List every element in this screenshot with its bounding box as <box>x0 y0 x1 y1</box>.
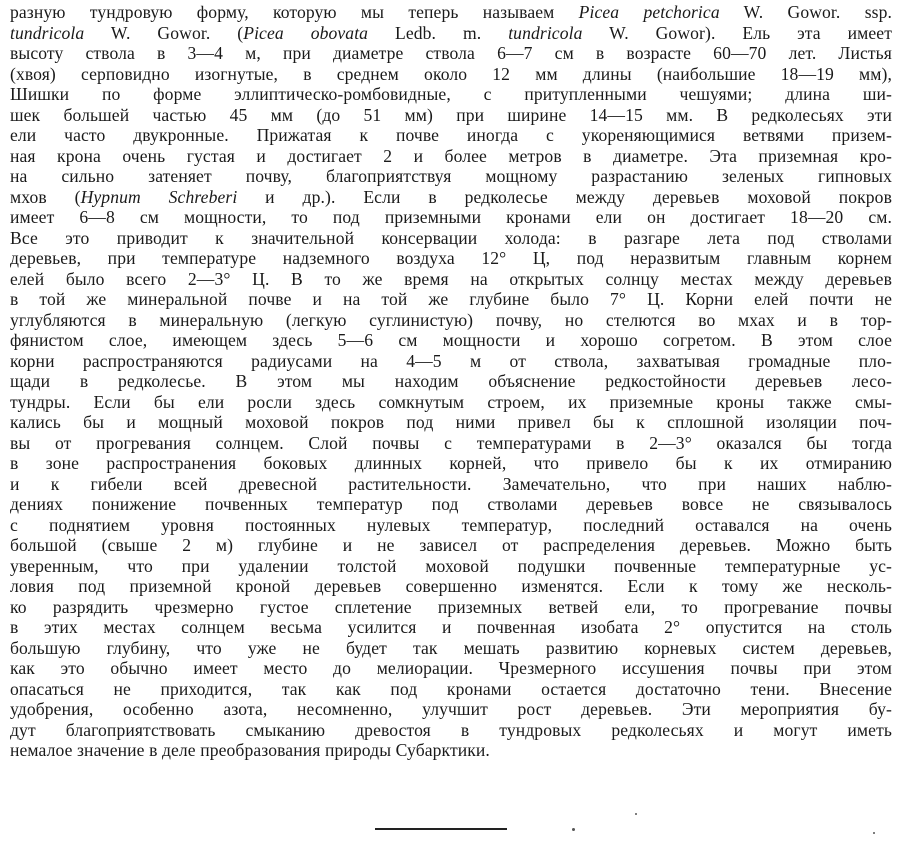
text-line <box>10 146 892 167</box>
text-line <box>10 2 892 23</box>
text-line <box>10 453 892 474</box>
text-line <box>10 166 892 187</box>
text-run: как это обычно имеет место до мелиорации. Чрезмерного иссушения почвы при этом <box>10 658 892 678</box>
text-line <box>10 535 892 556</box>
text-line <box>10 576 892 597</box>
text-run: дениях понижение почвенных температур под стволами деревьев вовсе не связывалось <box>10 494 892 514</box>
text-run: ловия под приземной кроной деревьев совершенно изменятся. Если к тому же несколь- <box>10 576 892 596</box>
italic-taxon-name: Picea petchorica <box>578 2 720 22</box>
text-run: и др.). Если в редколесье между деревьев моховой покров <box>237 186 892 207</box>
print-speck <box>572 828 575 831</box>
text-run: корни распространяются радиусами на 4—5 м от ствола, захватывая громадные пло- <box>10 350 892 371</box>
text-run: шек большей частью 45 мм (до 51 мм) при ширине 14—15 мм. В редколесьях эти <box>10 104 892 125</box>
print-speck <box>873 832 875 834</box>
text-line <box>10 720 892 741</box>
text-run: Шишки по форме эллиптическо-ромбовидные, с притупленными чешуями; длина ши- <box>10 84 892 104</box>
text-run: W. Gowor. ( <box>84 22 244 43</box>
text-line <box>10 248 892 269</box>
text-line <box>10 84 892 105</box>
text-run: опасаться не приходится, так как под кронами остается достаточно тени. Внесение <box>10 678 892 699</box>
text-line <box>10 125 892 146</box>
text-line <box>10 64 892 85</box>
text-line <box>10 392 892 413</box>
text-line <box>10 187 892 208</box>
text-line <box>10 269 892 290</box>
text-line <box>10 412 892 433</box>
text-line <box>10 494 892 515</box>
text-line <box>10 740 892 761</box>
text-run: удобрения, особенно азота, несомненно, улучшит рост деревьев. Эти мероприятия бу- <box>10 699 892 719</box>
print-speck <box>635 813 637 815</box>
text-run: Ledb. m. <box>368 22 509 43</box>
text-run: дут благоприятствовать смыканию древостоя в тундровых редколесьях и могут иметь <box>10 719 892 740</box>
text-run: имеет 6—8 см мощности, то под приземными кронами ели он достигает 18—20 см. <box>10 207 892 227</box>
italic-taxon-name: tundricola <box>508 22 583 43</box>
text-run: щади в редколесье. В этом мы находим объяснение редкостойности деревьев лесо- <box>10 371 892 391</box>
text-line <box>10 105 892 126</box>
text-run: немалое значение в деле преобразования природы Субарктики. <box>10 740 490 760</box>
text-run: с поднятием уровня постоянных нулевых температур, последний оставался на очень <box>10 514 892 535</box>
italic-taxon-name: tundricola <box>10 22 85 43</box>
text-line <box>10 228 892 249</box>
text-run: в этих местах солнцем весьма усилится и почвенная изобата 2° опустится на столь <box>10 617 892 637</box>
text-line <box>10 556 892 577</box>
text-run: W. Gowor). Ель эта имеет <box>582 22 892 43</box>
italic-taxon-name: Picea obovata <box>243 22 369 43</box>
text-line <box>10 638 892 659</box>
text-line <box>10 371 892 392</box>
text-line <box>10 433 892 454</box>
text-run: углубляются в минеральную (легкую суглинистую) почву, но стелются во мхах и в тор- <box>10 309 892 330</box>
text-run: кались бы и мощный моховой покров под ними привел бы к сплошной изоляции поч- <box>10 412 892 432</box>
text-run: мхов ( <box>10 186 81 207</box>
text-run: ная крона очень густая и достигает 2 и более метров в диаметре. Эта приземная кро- <box>10 145 892 166</box>
text-run: W. Gowor. ssp. <box>719 2 892 22</box>
text-run: ко разрядить чрезмерно густое сплетение приземных ветвей ели, то прогревание почвы <box>10 596 892 617</box>
text-line <box>10 351 892 372</box>
text-run: в той же минеральной почве и на той же глубине было 7° Ц. Корни елей почти не <box>10 289 892 309</box>
text-run: вы от прогревания солнцем. Слой почвы с температурами в 2—3° оказался бы тогда <box>10 432 892 453</box>
text-run: Все это приводит к значительной консервации холода: в разгаре лета под стволами <box>10 227 892 248</box>
text-run: и к гибели всей древесной растительности. Замечательно, что при наших наблю- <box>10 473 892 494</box>
text-line <box>10 474 892 495</box>
text-line <box>10 617 892 638</box>
text-line <box>10 289 892 310</box>
text-run: (хвоя) серповидно изогнутые, в среднем около 12 мм длины (наибольшие 18—19 мм), <box>10 63 892 84</box>
section-end-rule <box>375 828 507 830</box>
text-run: разную тундровую форму, которую мы теперь называем <box>10 2 579 22</box>
text-line <box>10 310 892 331</box>
text-line <box>10 207 892 228</box>
text-line <box>10 23 892 44</box>
paragraph-body <box>10 2 892 761</box>
text-run: высоту ствола в 3—4 м, при диаметре ствола 6—7 см в возрасте 60—70 лет. Листья <box>10 43 892 63</box>
text-run: тундры. Если бы ели росли здесь сомкнутым строем, их приземные кроны также смы- <box>10 391 892 412</box>
italic-taxon-name: Hypnum Schreberi <box>80 186 238 207</box>
text-run: елей было всего 2—3° Ц. В то же время на открытых солнцу местах между деревьев <box>10 268 892 289</box>
document-page <box>10 2 892 832</box>
text-run: большой (свыше 2 м) глубине и не зависел от распределения деревьев. Можно быть <box>10 535 892 555</box>
text-line <box>10 43 892 64</box>
text-line <box>10 658 892 679</box>
text-run: большую глубину, что уже не будет так мешать развитию корневых систем деревьев, <box>10 637 892 658</box>
text-line <box>10 515 892 536</box>
text-run: уверенным, что при удалении толстой моховой подушки почвенные температурные ус- <box>10 555 892 576</box>
text-line <box>10 597 892 618</box>
text-run: фянистом слое, имеющем здесь 5—6 см мощности и хорошо согретом. В этом слое <box>10 330 892 350</box>
text-line <box>10 330 892 351</box>
text-run: ели часто двукронные. Прижатая к почве иногда с укореняющимися ветвями призем- <box>10 125 892 145</box>
text-run: в зоне распространения боковых длинных корней, что привело бы к их отмиранию <box>10 453 892 473</box>
text-line <box>10 679 892 700</box>
text-line <box>10 699 892 720</box>
text-run: на сильно затеняет почву, благоприятствуя мощному разрастанию зеленых гипновых <box>10 166 892 186</box>
text-run: деревьев, при температуре надземного воздуха 12° Ц, под неразвитым главным корнем <box>10 248 892 268</box>
